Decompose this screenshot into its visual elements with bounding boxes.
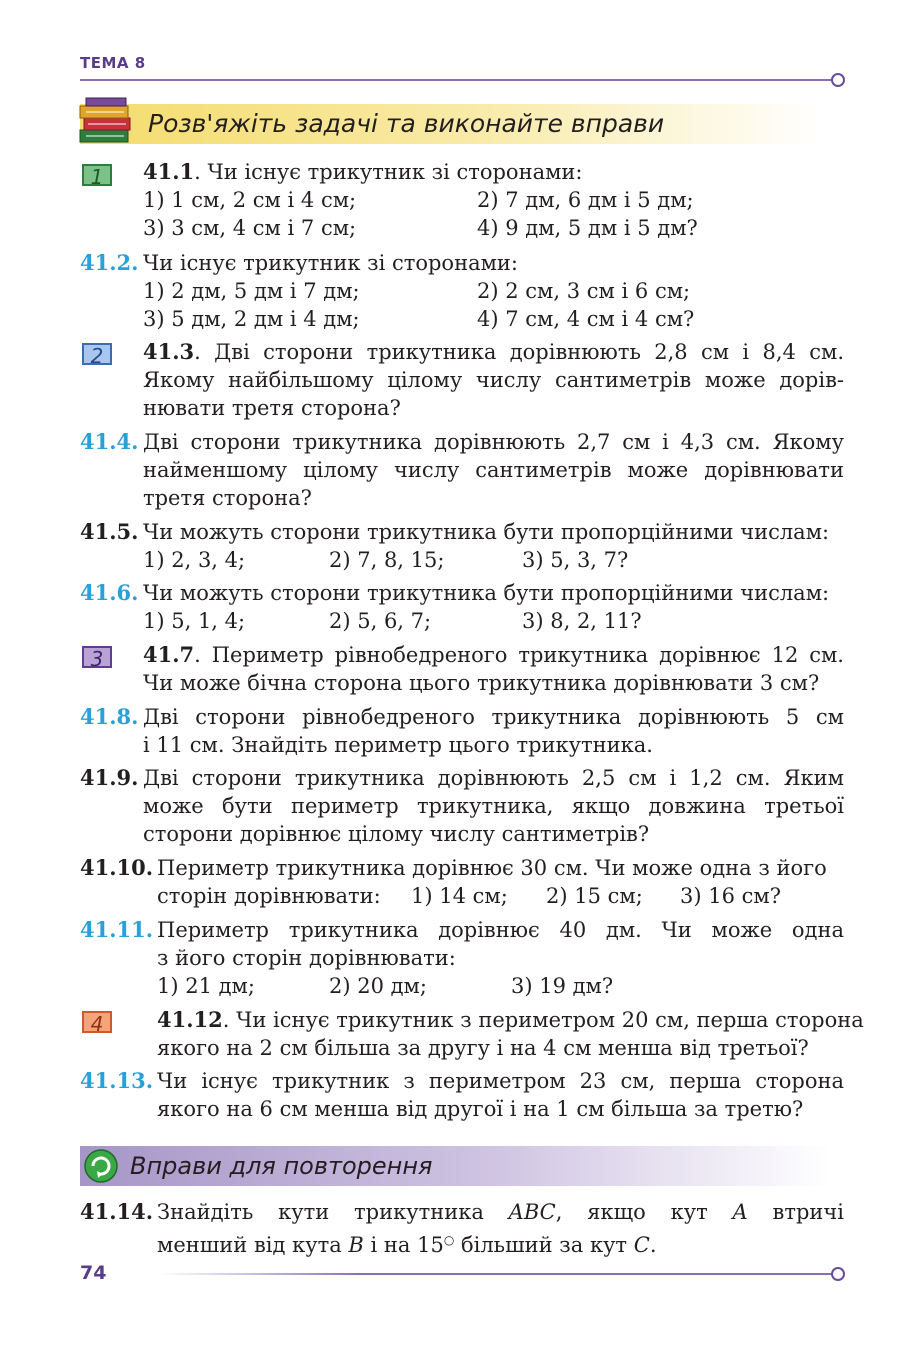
problem-number: 41.4. bbox=[80, 429, 139, 454]
option: 1) 1 см, 2 см і 4 см; bbox=[143, 188, 357, 212]
level-2-badge: 2 bbox=[82, 343, 112, 365]
problem-text: . Периметр рівнобедреного трикутника дорівнює 12 см. bbox=[194, 643, 844, 667]
option: 4) 9 дм, 5 дм і 5 дм? bbox=[477, 216, 698, 240]
problem-text: Якому найбільшому цілому числу сантиметрів може дорів- bbox=[143, 368, 844, 392]
option: 3) 19 дм? bbox=[511, 974, 614, 998]
problem-text: Чи існує трикутник зі сторонами: bbox=[143, 251, 518, 275]
degree-sign: ○ bbox=[443, 1233, 455, 1247]
option: 1) 2 дм, 5 дм і 7 дм; bbox=[143, 279, 360, 303]
problem-number: 41.10. bbox=[80, 855, 154, 880]
option: 1) 14 см; bbox=[411, 884, 508, 908]
text-part: більший за кут bbox=[454, 1233, 634, 1257]
problem-text bbox=[157, 1227, 657, 1258]
problem-41-7 bbox=[143, 642, 844, 668]
section-title: Розв'яжіть задачі та виконайте вправи bbox=[148, 109, 665, 138]
text-part: , якщо кут bbox=[555, 1200, 733, 1224]
option: 2) 20 дм; bbox=[329, 974, 427, 998]
problem-text: може бути периметр трикутника, якщо довжина третьої bbox=[143, 794, 844, 818]
problem-number: 41.7 bbox=[143, 642, 195, 667]
problem-text: з його сторін дорівнювати: bbox=[157, 946, 456, 970]
option: 3) 16 см? bbox=[680, 884, 781, 908]
repeat-icon bbox=[84, 1149, 118, 1183]
option: 3) 8, 2, 11? bbox=[522, 609, 642, 633]
problem-41-14 bbox=[80, 1199, 153, 1225]
review-title: Вправи для повторення bbox=[130, 1152, 433, 1180]
problem-text: сторони дорівнює цілому числу сантиметрів? bbox=[143, 822, 650, 846]
problem-text: . Дві сторони трикутника дорівнюють 2,8 см і 8,4 см. bbox=[194, 340, 844, 364]
text-part: . bbox=[649, 1233, 657, 1257]
problem-number: 41.3 bbox=[143, 339, 195, 364]
problem-text: Чи можуть сторони трикутника бути пропорційними числам: bbox=[143, 520, 830, 544]
problem-number: 41.1 bbox=[143, 159, 195, 184]
problem-number: 41.12 bbox=[157, 1007, 223, 1032]
problem-text: Чи існує трикутник з периметром 23 см, перша сторона bbox=[157, 1069, 844, 1093]
option: 3) 5, 3, 7? bbox=[522, 548, 629, 572]
level-4-badge: 4 bbox=[82, 1011, 112, 1033]
problem-41-1 bbox=[143, 159, 583, 185]
option: 3) 5 дм, 2 дм і 4 дм; bbox=[143, 307, 360, 331]
problem-text: найменшому цілому числу сантиметрів може дорівнювати bbox=[143, 458, 844, 482]
problem-text: Дві сторони трикутника дорівнюють 2,5 см і 1,2 см. Яким bbox=[143, 766, 844, 790]
level-3-badge: 3 bbox=[82, 646, 112, 668]
problem-text: Периметр трикутника дорівнює 40 дм. Чи може одна bbox=[157, 918, 844, 942]
problem-41-9 bbox=[80, 765, 138, 791]
problem-41-8 bbox=[80, 704, 138, 730]
problem-41-6 bbox=[80, 580, 138, 606]
level-1-badge: 1 bbox=[82, 164, 112, 186]
problem-number: 41.9. bbox=[80, 765, 139, 790]
problem-text: якого на 2 см більша за другу і на 4 см менша від третьої? bbox=[157, 1036, 809, 1060]
angle-name: C bbox=[633, 1233, 650, 1257]
text-part: втричі bbox=[747, 1200, 845, 1224]
problem-text: якого на 6 см менша від другої і на 1 см більша за третю? bbox=[157, 1097, 804, 1121]
problem-number: 41.13. bbox=[80, 1068, 154, 1093]
problem-text: Дві сторони трикутника дорівнюють 2,7 см і 4,3 см. Якому bbox=[143, 430, 844, 454]
option: 3) 3 см, 4 см і 7 см; bbox=[143, 216, 357, 240]
topic-label: ТЕМА 8 bbox=[80, 54, 146, 72]
option: 1) 21 дм; bbox=[157, 974, 255, 998]
text-part: Знайдіть кути трикутника bbox=[157, 1200, 509, 1224]
problem-text: і 11 см. Знайдіть периметр цього трикутника. bbox=[143, 733, 653, 757]
problem-number: 41.2. bbox=[80, 250, 139, 275]
option: 1) 2, 3, 4; bbox=[143, 548, 246, 572]
option: 1) 5, 1, 4; bbox=[143, 609, 246, 633]
option: 2) 7, 8, 15; bbox=[329, 548, 445, 572]
problem-text: третя сторона? bbox=[143, 486, 312, 510]
problem-41-12 bbox=[157, 1007, 864, 1033]
problem-text: . Чи існує трикутник зі сторонами: bbox=[194, 160, 583, 184]
problem-41-5 bbox=[80, 519, 138, 545]
problem-text: . Чи існує трикутник з периметром 20 см, перша сторона bbox=[222, 1008, 864, 1032]
header-rule bbox=[80, 79, 832, 81]
option: 2) 5, 6, 7; bbox=[329, 609, 432, 633]
problem-text: Периметр трикутника дорівнює 30 см. Чи може одна з його bbox=[157, 856, 827, 880]
header-rule-end bbox=[831, 73, 845, 87]
problem-number: 41.8. bbox=[80, 704, 139, 729]
problem-41-3 bbox=[143, 339, 844, 365]
footer-rule bbox=[160, 1273, 832, 1275]
problem-41-11 bbox=[80, 917, 153, 943]
angle-name: B bbox=[348, 1233, 364, 1257]
problem-text: нювати третя сторона? bbox=[143, 396, 401, 420]
option: 2) 15 см; bbox=[546, 884, 643, 908]
triangle-name: ABC bbox=[508, 1200, 556, 1224]
problem-number: 41.6. bbox=[80, 580, 139, 605]
option: 4) 7 см, 4 см і 4 см? bbox=[477, 307, 695, 331]
option: 2) 2 см, 3 см і 6 см; bbox=[477, 279, 691, 303]
problem-number: 41.14. bbox=[80, 1199, 154, 1224]
problem-number: 41.5. bbox=[80, 519, 139, 544]
problem-text: Дві сторони рівнобедреного трикутника дорівнюють 5 см bbox=[143, 705, 844, 729]
text-part: менший від кута bbox=[157, 1233, 349, 1257]
problem-41-4 bbox=[80, 429, 138, 455]
problem-41-13 bbox=[80, 1068, 153, 1094]
footer-rule-end bbox=[831, 1267, 845, 1281]
problem-text bbox=[157, 1199, 844, 1225]
problem-text: сторін дорівнювати: bbox=[157, 884, 381, 908]
angle-name: A bbox=[732, 1200, 748, 1224]
problem-text: Чи можуть сторони трикутника бути пропорційними числам: bbox=[143, 581, 830, 605]
problem-number: 41.11. bbox=[80, 917, 154, 942]
option: 2) 7 дм, 6 дм і 5 дм; bbox=[477, 188, 694, 212]
books-icon bbox=[78, 96, 134, 146]
page-number: 74 bbox=[80, 1262, 107, 1284]
problem-41-2 bbox=[80, 250, 138, 276]
text-part: і на 15 bbox=[363, 1233, 444, 1257]
problem-41-10 bbox=[80, 855, 153, 881]
problem-text: Чи може бічна сторона цього трикутника дорівнювати 3 см? bbox=[143, 671, 820, 695]
